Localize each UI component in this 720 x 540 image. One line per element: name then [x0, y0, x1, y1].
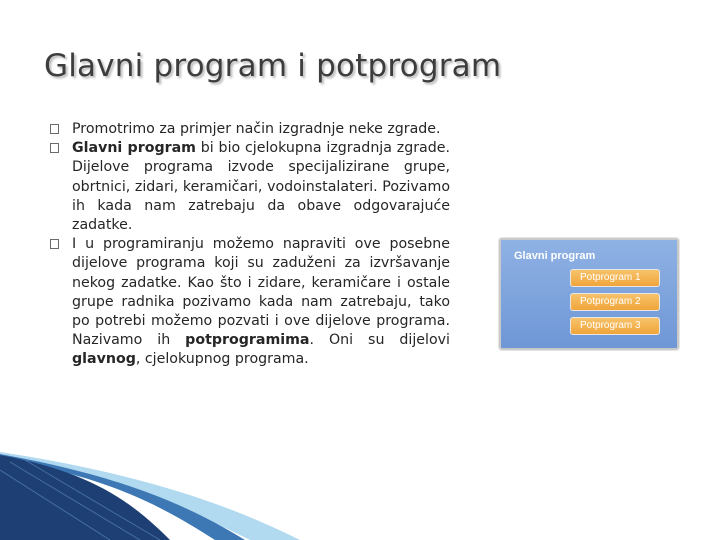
subprogram-box-3: Potprogram 3	[570, 317, 660, 335]
bullet-3-text-b: . Oni su dijelovi	[309, 332, 450, 349]
bullet-3-text-c: , cjelokupnog programa.	[135, 351, 309, 368]
bullet-3-bold-potprogramima: potprogramima	[185, 332, 310, 349]
subprogram-box-2: Potprogram 2	[570, 293, 660, 311]
bullet-2-text: bi bio cjelokupna izgradnja zgrade. Dijelove programa izvode specijalizirane grupe, obrtnici, zidari, keramičari, vodoinstalateri. Pozivamo ih kada nam zatrebaju da obave odgovarajuće zadatke.	[72, 140, 450, 234]
subprogram-box-1: Potprogram 1	[570, 269, 660, 287]
bullet-1-text: Promotrimo za primjer način izgradnje neke zgrade.	[72, 121, 441, 137]
diagram-main-program-label: Glavni program	[514, 250, 596, 262]
bullet-2-bold-term: Glavni program	[72, 140, 196, 157]
slide-title: Glavni program i potprogram	[44, 48, 502, 84]
bullet-3-text-a: I u programiranju možemo napraviti ove posebne dijelove programa koji su zaduženi za izvršavanje nekog zadatke. Kao što i zidare, keramičare i ostale grupe radnika pozivamo kada nam zatrebaju, tako po potrebi možemo pozvati i ove dijelove programa. Nazivamo ih	[72, 236, 450, 349]
bullet-3-bold-glavnog: glavnog	[72, 351, 136, 368]
